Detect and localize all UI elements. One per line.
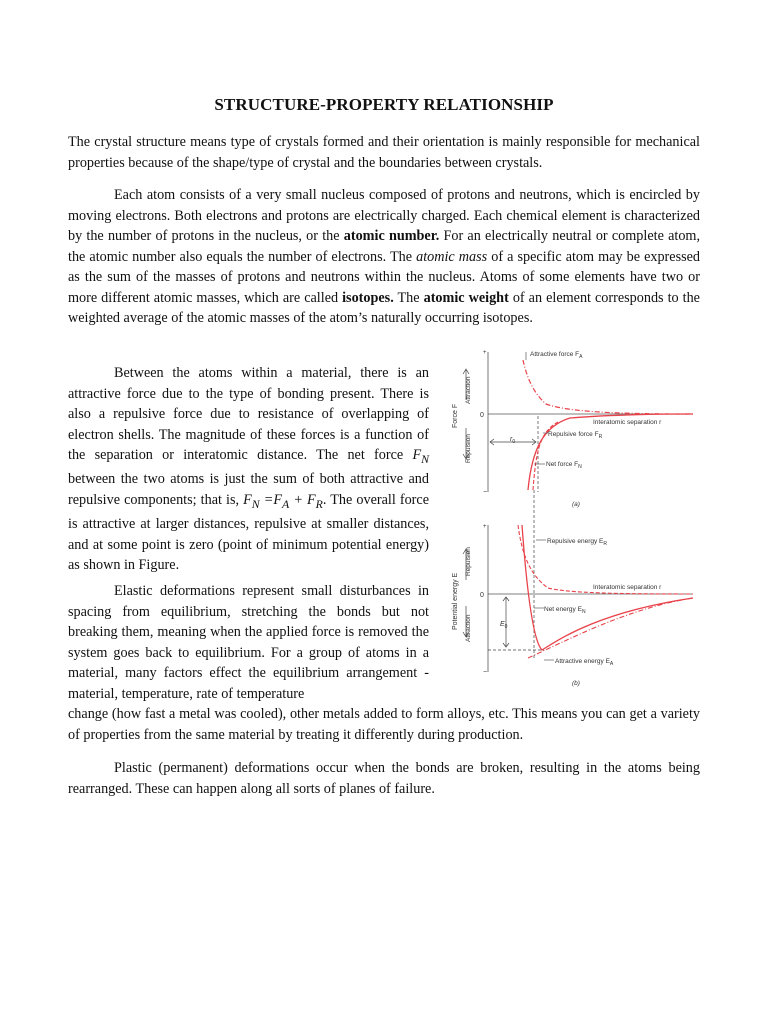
net-force-label: Net force $F_N$ [546,461,582,470]
force-axis-label: Force F [452,403,459,428]
paragraph-elastic-deformations-continued: change (how fast a metal was cooled), other metals added to form alloys, etc. This means you can get a variety of properties from the same material by treating it differently during production. [68,706,700,743]
force-panel-a [452,350,693,508]
force-attraction-label: Attraction [465,376,472,404]
paragraph-interatomic-forces: Between the atoms within a material, there is an attractive force due to the type of bonding present. There is also a repulsive force due to resistance of overlapping of electron shells. The magnitude of these forces is a function of the separation or interatomic distance. The net force $F_N$ between the two atoms is just the sum of both attractive and repulsive components; that is, $F_N =F_A + F_R$. The overall force is attractive at larger distances, repulsive at smaller distances, and at some point is zero (point of minimum potential energy) as shown in Figure. [68,365,430,574]
caption-b: (b) [572,680,580,687]
page-title: STRUCTURE-PROPERTY RELATIONSHIP [214,95,554,114]
term-atomic-mass: atomic mass [416,248,488,265]
energy-axis-minus: − [483,669,488,676]
term-atomic-number: atomic number. [343,228,440,244]
repulsive-force-label: Repulsive force $F_R$ [548,431,603,440]
attractive-force-label: Attractive force $F_A$ [530,351,583,360]
force-repulsion-label: Repulsion [465,434,472,463]
paragraph-atom-structure: Each atom consists of a very small nucleus composed of protons and neutrons, which is encircled by moving electrons. Both electrons and protons are electrically charged. Each chemical element is characterized by the number of protons in the nucleus, or the atomic number. For an electrically neutral or complete atom, the atomic number also equals the number of electrons. The atomic mass of a specific atom may be expressed as the sum of the masses of protons and neutrons within the nucleus. Atoms of some elements have two or more different atomic masses, which are called isotopes. The atomic weight of an element corresponds to the weighted average of the atomic masses of the atom’s naturally occurring isotopes. [68,187,701,326]
force-axis-plus: + [483,350,487,356]
paragraph-elastic-deformations: Elastic deformations represent small disturbances in spacing from equilibrium, stretching the bonds but not breaking them, meaning when the applied force is removed the system goes back to equilibrium. For a group of atoms in a material, many factors effect the equilibrium arrangement - material, temperature, rate of temperature [68,583,429,702]
energy-panel-b [452,490,693,687]
caption-a: (a) [572,501,580,508]
force-axis-zero: 0 [480,412,484,419]
energy-axis-plus: + [483,524,487,530]
energy-separation-label: Interatomic separation r [593,584,662,591]
energy-axis-zero: 0 [480,592,484,599]
paragraph-plastic-deformations: Plastic (permanent) deformations occur when the bonds are broken, resulting in the atoms being rearranged. These can happen along all sorts of planes of failure. [68,760,700,797]
term-atomic-weight: atomic weight [423,289,509,306]
repulsive-energy-label: Repulsive energy $E_R$ [547,538,607,547]
energy-repulsion-label: Repulsion [465,547,472,576]
term-isotopes: isotopes. [342,289,394,306]
energy-attraction-label: Attraction [465,614,472,642]
energy-axis-label: Potential energy E [452,572,459,630]
attractive-force-curve [523,360,693,414]
e0-label: $E_0$ [500,621,508,630]
force-axis-minus: − [483,489,488,496]
net-energy-label: Net energy $E_N$ [544,606,586,615]
attractive-energy-label: Attractive energy $E_A$ [555,658,614,667]
paragraph-crystal-structure: The crystal structure means type of crystals formed and their orientation is mainly responsible for mechanical properties because of the shape/type of crystal and the boundaries between crystals. [68,134,700,171]
r0-label: $r_0$ [510,436,516,445]
force-separation-label: Interatomic separation r [593,419,662,426]
interatomic-force-energy-figure [448,340,708,690]
